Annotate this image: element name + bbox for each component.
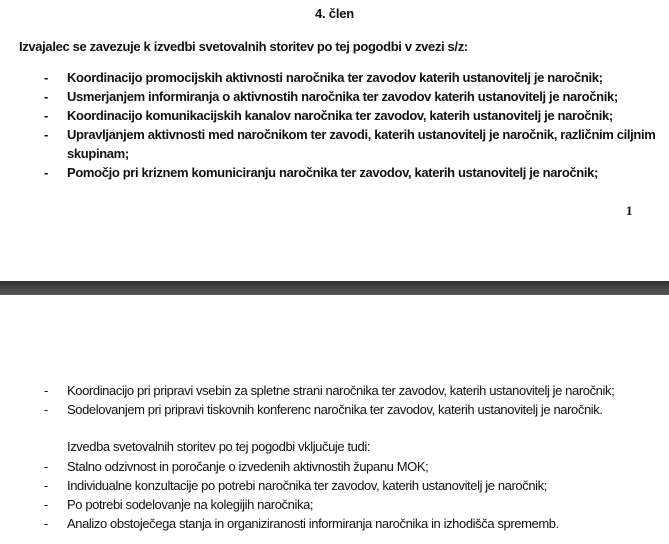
bullet-dash-icon: - [44,89,48,104]
list-item [0,476,657,495]
bullet-dash-icon: - [44,402,48,417]
list-item-text: Pomočjo pri kriznem komuniciranju naročnika ter zavodov, katerih ustanovitelj je naročnik; [67,165,599,180]
obligations-list [0,68,657,182]
list-item [0,381,657,400]
list-item-text: Individualne konzultacije po potrebi naročnika ter zavodov, katerih ustanovitelj je naročnik; [67,478,547,493]
list-item [0,106,657,125]
list-item [0,163,657,182]
list-item-text: Sodelovanjem pri pripravi tiskovnih konferenc naročnika ter zavodov, katerih ustanovitelj je naročnik. [67,402,603,417]
bullet-dash-icon: - [44,478,48,493]
article-intro: Izvajalec se zavezuje k izvedbi svetovalnih storitev po tej pogodbi v zvezi s/z: [19,39,468,54]
list-item-text: Usmerjanjem informiranja o aktivnostih naročnika ter zavodov katerih ustanovitelj je naročnik; [67,89,618,104]
list-item [0,87,657,106]
bullet-dash-icon: - [44,108,48,123]
list-item [0,457,657,476]
bullet-dash-icon: - [44,127,48,142]
bullet-dash-icon: - [44,497,48,512]
list-item-text: Upravljanjem aktivnosti med naročnikom ter zavodi, katerih ustanovitelj je naročnik, različnim ciljnim skupinam; [67,127,656,161]
list-item-text: Koordinacijo komunikacijskih kanalov naročnika ter zavodov, katerih ustanovitelj je naročnik; [67,108,613,123]
services-includes-intro: Izvedba svetovalnih storitev po tej pogodbi vključuje tudi: [67,439,371,454]
article-heading: 4. člen [314,6,355,21]
list-item [0,68,657,87]
list-item [0,514,657,533]
document-page-2 [0,295,669,544]
list-item-text: Stalno odzivnost in poročanje o izvedenih aktivnostih županu MOK; [67,459,429,474]
list-item-text: Analizo obstoječega stanja in organiziranosti informiranja naročnika in izhodišča sprememb. [67,516,559,531]
obligations-list-continued [0,381,657,419]
list-item [0,495,657,514]
list-item [0,400,657,419]
bullet-dash-icon: - [44,383,48,398]
bullet-dash-icon: - [44,459,48,474]
list-item-text: Koordinacijo promocijskih aktivnosti naročnika ter zavodov katerih ustanovitelj je naročnik; [67,70,603,85]
list-item-text: Koordinacijo pri pripravi vsebin za spletne strani naročnika ter zavodov, katerih ustanovitelj je naročnik; [67,383,615,398]
bullet-dash-icon: - [44,70,48,85]
bullet-dash-icon: - [44,516,48,531]
list-item-text: Po potrebi sodelovanje na kolegijih naročnika; [67,497,314,512]
bullet-dash-icon: - [44,165,48,180]
list-item [0,125,657,163]
included-services-list [0,457,657,533]
page-break-separator [0,281,669,295]
page-number: 1 [626,203,633,218]
